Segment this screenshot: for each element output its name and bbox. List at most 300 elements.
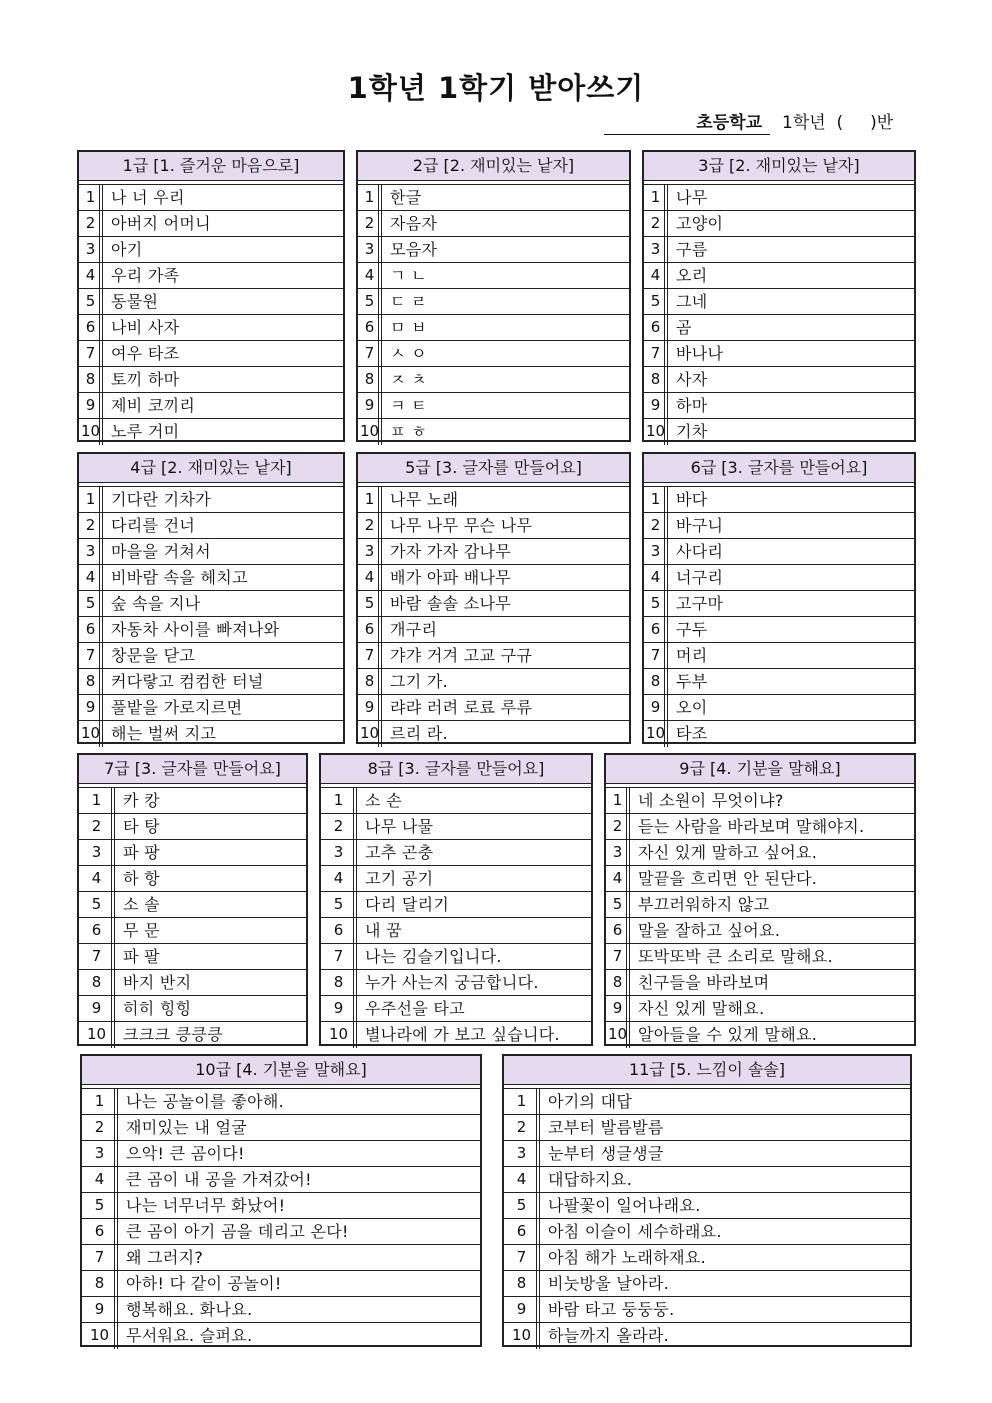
level-2-heading: 2급 [2. 재미있는 낱자] [358, 152, 629, 181]
item-number: 2 [321, 814, 357, 839]
item-number: 6 [644, 315, 668, 340]
item-number: 9 [504, 1297, 540, 1322]
table-row [606, 840, 914, 866]
item-number: 7 [79, 944, 115, 969]
table-row [82, 1323, 480, 1349]
item-number: 1 [358, 487, 382, 512]
item-number: 6 [358, 315, 382, 340]
table-row [644, 565, 914, 591]
item-text: 노루 거미 [111, 422, 180, 441]
item-number: 4 [358, 263, 382, 288]
level-7-heading: 7급 [3. 글자를 만들어요] [79, 755, 306, 784]
item-number: 1 [504, 1089, 540, 1114]
table-row [644, 185, 914, 211]
level-2-box [356, 150, 631, 442]
table-row [79, 840, 306, 866]
item-number: 2 [79, 814, 115, 839]
item-text: 구두 [676, 620, 708, 639]
table-row [644, 617, 914, 643]
item-number: 10 [504, 1323, 540, 1349]
item-number: 10 [79, 721, 103, 747]
table-row [358, 513, 629, 539]
level-11-heading: 11급 [5. 느낌이 솔솔] [504, 1056, 910, 1085]
item-number: 2 [644, 513, 668, 538]
item-number: 9 [644, 393, 668, 418]
item-number: 5 [504, 1193, 540, 1218]
item-number: 9 [321, 996, 357, 1021]
item-text: 바구니 [676, 516, 724, 535]
item-number: 8 [358, 669, 382, 694]
table-row [504, 1115, 910, 1141]
item-text: 너구리 [676, 568, 724, 587]
item-text: 고기 공기 [365, 869, 434, 888]
item-text: 자음자 [390, 214, 438, 233]
table-row [321, 866, 591, 892]
item-number: 5 [644, 289, 668, 314]
table-row [358, 487, 629, 513]
item-text: 친구들을 바라보며 [638, 973, 770, 992]
table-row [82, 1245, 480, 1271]
item-number: 4 [358, 565, 382, 590]
table-row [358, 211, 629, 237]
item-number: 4 [79, 866, 115, 891]
item-number: 8 [358, 367, 382, 392]
item-number: 3 [358, 237, 382, 262]
item-text: ㄷ ㄹ [390, 292, 427, 311]
item-number: 3 [644, 237, 668, 262]
item-text: 나는 공놀이를 좋아해. [126, 1092, 284, 1111]
item-number: 7 [79, 341, 103, 366]
item-text: 곰 [676, 318, 692, 337]
table-row [504, 1089, 910, 1115]
table-row [606, 996, 914, 1022]
item-number: 10 [644, 419, 668, 445]
item-text: 내 꿈 [365, 921, 402, 940]
item-text: 르리 라. [390, 724, 449, 743]
item-text: 오리 [676, 266, 708, 285]
item-text: 여우 타조 [111, 344, 180, 363]
table-row [606, 814, 914, 840]
item-text: 아하! 다 같이 공놀이! [126, 1274, 282, 1293]
item-text: 대답하지요. [548, 1170, 633, 1189]
table-row [82, 1115, 480, 1141]
item-number: 1 [79, 788, 115, 813]
table-row [79, 315, 343, 341]
item-number: 9 [358, 393, 382, 418]
table-row [79, 996, 306, 1022]
item-text: 자신 있게 말하고 싶어요. [638, 843, 818, 862]
item-text: 으악! 큰 곰이다! [126, 1144, 245, 1163]
item-text: 해는 벌써 지고 [111, 724, 217, 743]
item-text: 크크크 킁킁킁 [123, 1025, 223, 1044]
table-row [79, 393, 343, 419]
item-text: 기다란 기차가 [111, 490, 211, 509]
item-text: 바다 [676, 490, 708, 509]
item-number: 4 [606, 866, 630, 891]
item-text: 파 팔 [123, 947, 160, 966]
item-number: 4 [644, 263, 668, 288]
table-row [358, 591, 629, 617]
item-text: 히히 힝힝 [123, 999, 192, 1018]
table-row [606, 1022, 914, 1048]
table-row [321, 944, 591, 970]
table-row [79, 788, 306, 814]
table-row [79, 419, 343, 445]
item-text: 카 캉 [123, 791, 160, 810]
item-text: 커다랗고 컴컴한 터널 [111, 672, 264, 691]
table-row [644, 367, 914, 393]
table-row [504, 1271, 910, 1297]
item-text: 숲 속을 지나 [111, 594, 201, 613]
item-text: 듣는 사람을 바라보며 말해야지. [638, 817, 865, 836]
item-text: 비눗방울 날아라. [548, 1274, 670, 1293]
table-row [79, 1022, 306, 1048]
table-row [79, 237, 343, 263]
item-number: 6 [79, 617, 103, 642]
item-number: 8 [321, 970, 357, 995]
page-title: 1학년 1학기 받아쓰기 [347, 71, 645, 105]
item-number: 5 [79, 892, 115, 917]
table-row [644, 539, 914, 565]
item-text: 나 너 우리 [111, 188, 185, 207]
item-text: 우주선을 타고 [365, 999, 465, 1018]
item-number: 1 [644, 487, 668, 512]
item-text: 아침 해가 노래하재요. [548, 1248, 706, 1267]
table-row [358, 263, 629, 289]
level-3-heading: 3급 [2. 재미있는 낱자] [644, 152, 914, 181]
item-number: 5 [82, 1193, 118, 1218]
item-text: 바지 반지 [123, 973, 192, 992]
item-number: 4 [644, 565, 668, 590]
item-number: 6 [82, 1219, 118, 1244]
item-text: 고구마 [676, 594, 724, 613]
table-row [606, 892, 914, 918]
item-text: 토끼 하마 [111, 370, 180, 389]
table-row [644, 237, 914, 263]
item-number: 3 [79, 539, 103, 564]
level-9-heading: 9급 [4. 기분을 말해요] [606, 755, 914, 784]
item-number: 10 [358, 419, 382, 445]
item-number: 2 [606, 814, 630, 839]
table-row [82, 1167, 480, 1193]
table-row [321, 788, 591, 814]
table-row [358, 315, 629, 341]
item-text: 아버지 어머니 [111, 214, 211, 233]
item-number: 4 [82, 1167, 118, 1192]
item-text: 고추 곤충 [365, 843, 434, 862]
item-number: 3 [82, 1141, 118, 1166]
item-number: 10 [79, 419, 103, 445]
item-text: 나무 나무 무슨 나무 [390, 516, 533, 535]
item-text: 나는 김슬기입니다. [365, 947, 502, 966]
table-row [82, 1193, 480, 1219]
item-number: 1 [79, 487, 103, 512]
table-row [644, 695, 914, 721]
item-text: 눈부터 생글생글 [548, 1144, 664, 1163]
table-row [79, 695, 343, 721]
item-number: 1 [606, 788, 630, 813]
table-row [79, 892, 306, 918]
school-info [604, 112, 914, 138]
table-row [82, 1219, 480, 1245]
table-row [644, 487, 914, 513]
level-8-box [319, 753, 593, 1046]
item-number: 10 [82, 1323, 118, 1349]
table-row [79, 591, 343, 617]
item-number: 2 [79, 211, 103, 236]
item-number: 5 [644, 591, 668, 616]
item-number: 5 [358, 591, 382, 616]
item-number: 7 [321, 944, 357, 969]
level-5-box [356, 452, 631, 744]
item-text: 하마 [676, 396, 708, 415]
table-row [606, 918, 914, 944]
item-number: 6 [606, 918, 630, 943]
item-number: 1 [82, 1089, 118, 1114]
table-row [504, 1297, 910, 1323]
item-text: 큰 곰이 아기 곰을 데리고 온다! [126, 1222, 349, 1241]
item-text: 비바람 속을 헤치고 [111, 568, 248, 587]
table-row [82, 1089, 480, 1115]
item-text: 나무 나물 [365, 817, 434, 836]
item-text: 바나나 [676, 344, 724, 363]
table-row [79, 263, 343, 289]
item-text: ㄱ ㄴ [390, 266, 427, 285]
table-row [82, 1271, 480, 1297]
item-number: 8 [606, 970, 630, 995]
item-number: 4 [79, 565, 103, 590]
level-8-heading: 8급 [3. 글자를 만들어요] [321, 755, 591, 784]
table-row [79, 669, 343, 695]
item-text: 머리 [676, 646, 708, 665]
table-row [358, 289, 629, 315]
item-number: 7 [82, 1245, 118, 1270]
item-number: 8 [644, 669, 668, 694]
item-number: 8 [82, 1271, 118, 1296]
item-text: 누가 사는지 궁금합니다. [365, 973, 539, 992]
item-number: 8 [504, 1271, 540, 1296]
item-text: 무서워요. 슬퍼요. [126, 1326, 253, 1345]
level-4-box [77, 452, 345, 744]
item-number: 9 [79, 393, 103, 418]
item-number: 9 [644, 695, 668, 720]
item-text: 자동차 사이를 빠져나와 [111, 620, 280, 639]
item-number: 3 [358, 539, 382, 564]
item-number: 7 [358, 341, 382, 366]
table-row [321, 1022, 591, 1048]
item-number: 3 [79, 237, 103, 262]
table-row [79, 944, 306, 970]
table-row [644, 211, 914, 237]
item-number: 6 [79, 918, 115, 943]
table-row [79, 367, 343, 393]
level-6-box [642, 452, 916, 744]
item-text: 아기의 대답 [548, 1092, 633, 1111]
table-row [321, 840, 591, 866]
table-row [321, 814, 591, 840]
table-row [504, 1167, 910, 1193]
item-text: 소 손 [365, 791, 402, 810]
item-number: 8 [79, 669, 103, 694]
item-text: 왜 그러지? [126, 1248, 204, 1267]
item-number: 2 [358, 211, 382, 236]
school-name-blank [604, 112, 770, 135]
item-number: 1 [79, 185, 103, 210]
item-text: 바람 솔솔 소나무 [390, 594, 512, 613]
level-1-box [77, 150, 345, 442]
item-number: 9 [606, 996, 630, 1021]
table-row [82, 1297, 480, 1323]
item-text: 파 팡 [123, 843, 160, 862]
item-number: 2 [79, 513, 103, 538]
item-text: 타 탕 [123, 817, 160, 836]
item-text: 풀밭을 가로지르면 [111, 698, 243, 717]
item-number: 7 [504, 1245, 540, 1270]
item-text: 아기 [111, 240, 143, 259]
item-text: 동물원 [111, 292, 159, 311]
item-text: 모음자 [390, 240, 438, 259]
item-text: ㅈ ㅊ [390, 370, 427, 389]
item-number: 7 [79, 643, 103, 668]
item-number: 2 [358, 513, 382, 538]
item-text: ㅅ ㅇ [390, 344, 427, 363]
grade-class-label: 1학년 ( )반 [782, 113, 894, 133]
item-text: 행복해요. 화나요. [126, 1300, 253, 1319]
item-text: 나무 노래 [390, 490, 459, 509]
item-number: 4 [79, 263, 103, 288]
item-text: 가자 가자 감나무 [390, 542, 512, 561]
level-3-box [642, 150, 916, 442]
item-number: 10 [79, 1022, 115, 1048]
item-text: 아침 이슬이 세수하래요. [548, 1222, 722, 1241]
table-row [644, 289, 914, 315]
table-row [504, 1323, 910, 1349]
table-row [79, 341, 343, 367]
item-text: ㅋ ㅌ [390, 396, 427, 415]
table-row [358, 721, 629, 747]
table-row [321, 996, 591, 1022]
item-text: 랴랴 러려 로료 루류 [390, 698, 533, 717]
table-row [644, 513, 914, 539]
item-text: 말을 잘하고 싶어요. [638, 921, 781, 940]
item-text: 제비 코끼리 [111, 396, 196, 415]
table-row [79, 970, 306, 996]
item-number: 1 [644, 185, 668, 210]
level-10-heading: 10급 [4. 기분을 말해요] [82, 1056, 480, 1085]
table-row [358, 695, 629, 721]
item-number: 6 [321, 918, 357, 943]
item-number: 5 [79, 289, 103, 314]
table-row [79, 565, 343, 591]
table-row [644, 315, 914, 341]
item-text: 고양이 [676, 214, 724, 233]
table-row [504, 1193, 910, 1219]
item-text: 그네 [676, 292, 708, 311]
table-row [644, 263, 914, 289]
table-row [321, 918, 591, 944]
item-number: 10 [644, 721, 668, 747]
item-text: ㅍ ㅎ [390, 422, 427, 441]
item-text: 우리 가족 [111, 266, 180, 285]
item-number: 1 [321, 788, 357, 813]
item-text: 무 문 [123, 921, 160, 940]
item-number: 4 [321, 866, 357, 891]
table-row [358, 539, 629, 565]
table-row [358, 185, 629, 211]
item-text: 하 항 [123, 869, 160, 888]
table-row [321, 892, 591, 918]
level-11-box [502, 1054, 912, 1347]
item-number: 10 [358, 721, 382, 747]
item-text: 말끝을 흐리면 안 된단다. [638, 869, 818, 888]
item-number: 8 [79, 367, 103, 392]
item-number: 6 [644, 617, 668, 642]
item-number: 9 [79, 996, 115, 1021]
item-text: 오이 [676, 698, 708, 717]
item-number: 1 [358, 185, 382, 210]
item-number: 3 [644, 539, 668, 564]
item-text: 한글 [390, 188, 422, 207]
item-number: 6 [79, 315, 103, 340]
table-row [504, 1219, 910, 1245]
item-number: 8 [79, 970, 115, 995]
item-text: 배가 아파 배나무 [390, 568, 512, 587]
table-row [358, 669, 629, 695]
item-text: 바람 타고 둥둥둥. [548, 1300, 675, 1319]
item-number: 3 [504, 1141, 540, 1166]
item-text: 나무 [676, 188, 708, 207]
table-row [606, 866, 914, 892]
item-text: 별나라에 가 보고 싶습니다. [365, 1025, 560, 1044]
item-number: 2 [644, 211, 668, 236]
item-text: 다리 달리기 [365, 895, 450, 914]
table-row [358, 565, 629, 591]
item-text: 사다리 [676, 542, 724, 561]
table-row [79, 814, 306, 840]
table-row [358, 617, 629, 643]
item-number: 7 [358, 643, 382, 668]
table-row [644, 393, 914, 419]
table-row [644, 669, 914, 695]
item-number: 5 [321, 892, 357, 917]
table-row [321, 970, 591, 996]
item-number: 6 [504, 1219, 540, 1244]
item-text: 코부터 발름발름 [548, 1118, 664, 1137]
item-number: 5 [606, 892, 630, 917]
item-text: 소 솔 [123, 895, 160, 914]
item-text: 나는 너무너무 화났어! [126, 1196, 286, 1215]
item-number: 7 [644, 643, 668, 668]
item-text: 마을을 거쳐서 [111, 542, 211, 561]
item-text: 또박또박 큰 소리로 말해요. [638, 947, 833, 966]
table-row [358, 393, 629, 419]
table-row [644, 419, 914, 445]
item-text: 부끄러워하지 않고 [638, 895, 770, 914]
item-text: 두부 [676, 672, 708, 691]
item-text: 기차 [676, 422, 708, 441]
item-number: 2 [82, 1115, 118, 1140]
table-row [358, 419, 629, 445]
table-row [358, 643, 629, 669]
table-row [644, 591, 914, 617]
table-row [606, 944, 914, 970]
item-text: 나팔꽃이 일어나래요. [548, 1196, 701, 1215]
item-text: 하늘까지 올라라. [548, 1326, 670, 1345]
item-number: 8 [644, 367, 668, 392]
item-text: ㅁ ㅂ [390, 318, 427, 337]
item-text: 갸갸 거겨 고교 구규 [390, 646, 533, 665]
level-9-box [604, 753, 916, 1046]
